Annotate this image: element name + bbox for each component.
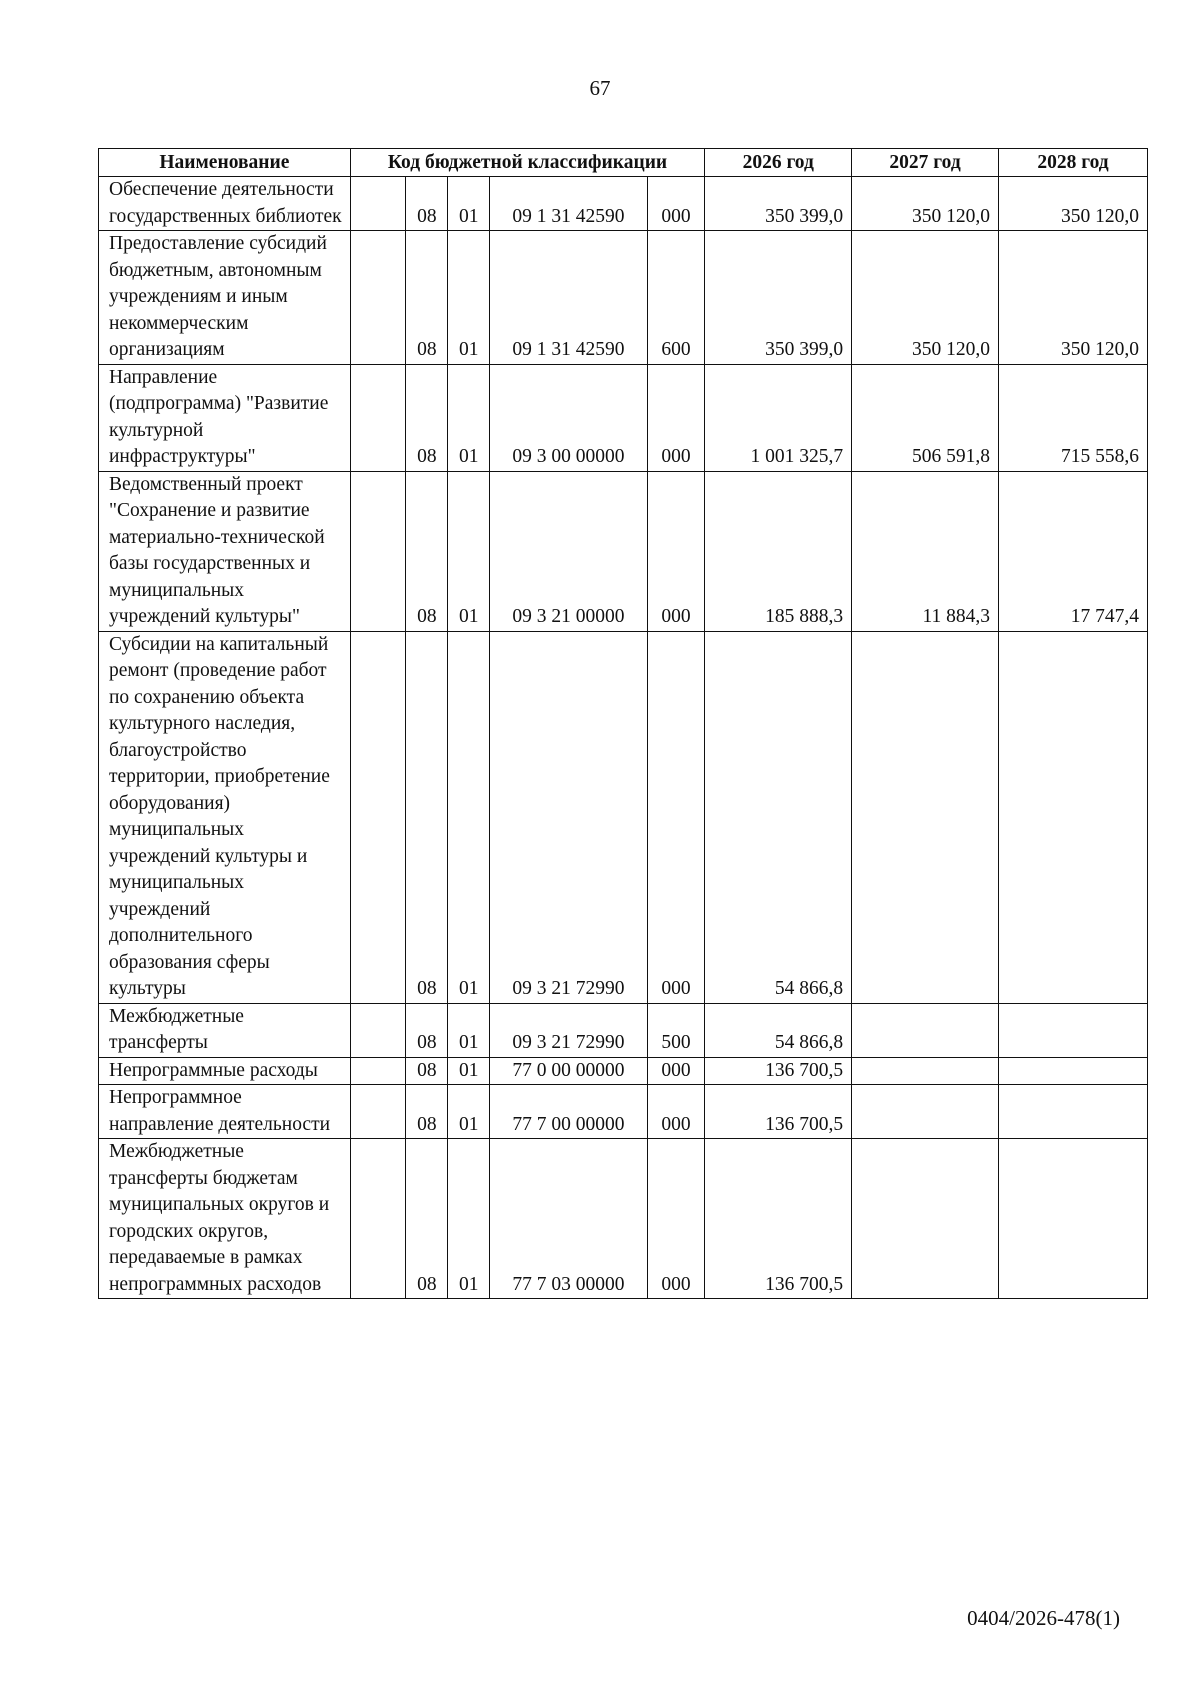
- row-2026: 136 700,5: [705, 1057, 852, 1085]
- row-target: 09 3 00 00000: [490, 364, 647, 471]
- table-row: [99, 1057, 1148, 1085]
- row-2027: 506 591,8: [852, 364, 999, 471]
- row-type: 000: [647, 364, 705, 471]
- row-subsection: 01: [448, 364, 490, 471]
- table-row: [99, 471, 1148, 631]
- table-row: [99, 631, 1148, 1003]
- page-number: 67: [589, 76, 611, 100]
- row-name: Направление (подпрограмма) "Развитие культурной инфраструктуры": [99, 364, 351, 471]
- row-target: 09 3 21 72990: [490, 1003, 647, 1057]
- row-name: Межбюджетные трансферты бюджетам муниципальных округов и городских округов, передаваемые в рамках непрограммных расходов: [99, 1139, 351, 1299]
- row-2027: 350 120,0: [852, 231, 999, 365]
- table-row: [99, 231, 1148, 365]
- row-name: Непрограммные расходы: [99, 1057, 351, 1085]
- row-2026: 54 866,8: [705, 631, 852, 1003]
- row-section: 08: [406, 471, 448, 631]
- row-blank-cell: [350, 231, 406, 365]
- row-blank-cell: [350, 177, 406, 231]
- row-2026: 350 399,0: [705, 177, 852, 231]
- row-2027: [852, 1085, 999, 1139]
- row-target: 77 7 03 00000: [490, 1139, 647, 1299]
- row-2027: [852, 631, 999, 1003]
- row-type: 000: [647, 471, 705, 631]
- row-2026: 1 001 325,7: [705, 364, 852, 471]
- row-blank-cell: [350, 471, 406, 631]
- budget-table: [98, 148, 1148, 1299]
- row-subsection: 01: [448, 1003, 490, 1057]
- row-target: 09 3 21 00000: [490, 471, 647, 631]
- row-name: Предоставление субсидий бюджетным, автономным учреждениям и иным некоммерческим организациям: [99, 231, 351, 365]
- row-target: 09 1 31 42590: [490, 177, 647, 231]
- row-2028: [998, 631, 1147, 1003]
- row-subsection: 01: [448, 231, 490, 365]
- row-2028: [998, 1085, 1147, 1139]
- row-blank-cell: [350, 1085, 406, 1139]
- row-2028: 715 558,6: [998, 364, 1147, 471]
- row-target: 77 0 00 00000: [490, 1057, 647, 1085]
- row-subsection: 01: [448, 1085, 490, 1139]
- row-name: Субсидии на капитальный ремонт (проведение работ по сохранению объекта культурного наследия, благоустройство территории, приобретение оборудования) муниципальных учреждений культуры и муниципальных учреждений дополнительного образования сферы культуры: [99, 631, 351, 1003]
- row-type: 500: [647, 1003, 705, 1057]
- row-2027: 350 120,0: [852, 177, 999, 231]
- header-2026: 2026 год: [705, 149, 852, 177]
- row-2028: 17 747,4: [998, 471, 1147, 631]
- row-blank-cell: [350, 1003, 406, 1057]
- header-name: Наименование: [99, 149, 351, 177]
- header-2028: 2028 год: [998, 149, 1147, 177]
- row-2026: 136 700,5: [705, 1085, 852, 1139]
- header-code: Код бюджетной классификации: [350, 149, 705, 177]
- row-name: Ведомственный проект "Сохранение и развитие материально-технической базы государственных и муниципальных учреждений культуры": [99, 471, 351, 631]
- row-2027: [852, 1003, 999, 1057]
- row-2027: [852, 1057, 999, 1085]
- table-row: [99, 364, 1148, 471]
- row-section: 08: [406, 1057, 448, 1085]
- row-type: 000: [647, 1085, 705, 1139]
- row-type: 000: [647, 1139, 705, 1299]
- row-target: 09 3 21 72990: [490, 631, 647, 1003]
- row-subsection: 01: [448, 1139, 490, 1299]
- row-subsection: 01: [448, 177, 490, 231]
- row-2028: 350 120,0: [998, 177, 1147, 231]
- table-row: [99, 1003, 1148, 1057]
- row-2026: 136 700,5: [705, 1139, 852, 1299]
- table-row: [99, 1139, 1148, 1299]
- row-2027: 11 884,3: [852, 471, 999, 631]
- row-2026: 350 399,0: [705, 231, 852, 365]
- row-subsection: 01: [448, 1057, 490, 1085]
- row-name: Межбюджетные трансферты: [99, 1003, 351, 1057]
- row-2026: 54 866,8: [705, 1003, 852, 1057]
- row-subsection: 01: [448, 471, 490, 631]
- row-type: 000: [647, 177, 705, 231]
- row-type: 000: [647, 1057, 705, 1085]
- row-2028: 350 120,0: [998, 231, 1147, 365]
- row-section: 08: [406, 177, 448, 231]
- table-row: [99, 1085, 1148, 1139]
- row-section: 08: [406, 1085, 448, 1139]
- document-reference: 0404/2026-478(1): [967, 1606, 1120, 1630]
- row-section: 08: [406, 1003, 448, 1057]
- row-blank-cell: [350, 1057, 406, 1085]
- row-section: 08: [406, 631, 448, 1003]
- row-name: Непрограммное направление деятельности: [99, 1085, 351, 1139]
- row-2028: [998, 1057, 1147, 1085]
- row-subsection: 01: [448, 631, 490, 1003]
- row-2028: [998, 1003, 1147, 1057]
- row-2028: [998, 1139, 1147, 1299]
- row-type: 600: [647, 231, 705, 365]
- table-row: [99, 177, 1148, 231]
- row-name: Обеспечение деятельности государственных библиотек: [99, 177, 351, 231]
- table-header-row: [99, 149, 1148, 177]
- row-section: 08: [406, 1139, 448, 1299]
- row-section: 08: [406, 231, 448, 365]
- row-target: 77 7 00 00000: [490, 1085, 647, 1139]
- row-blank-cell: [350, 364, 406, 471]
- row-blank-cell: [350, 631, 406, 1003]
- row-blank-cell: [350, 1139, 406, 1299]
- row-2027: [852, 1139, 999, 1299]
- row-type: 000: [647, 631, 705, 1003]
- header-2027: 2027 год: [852, 149, 999, 177]
- row-section: 08: [406, 364, 448, 471]
- row-2026: 185 888,3: [705, 471, 852, 631]
- row-target: 09 1 31 42590: [490, 231, 647, 365]
